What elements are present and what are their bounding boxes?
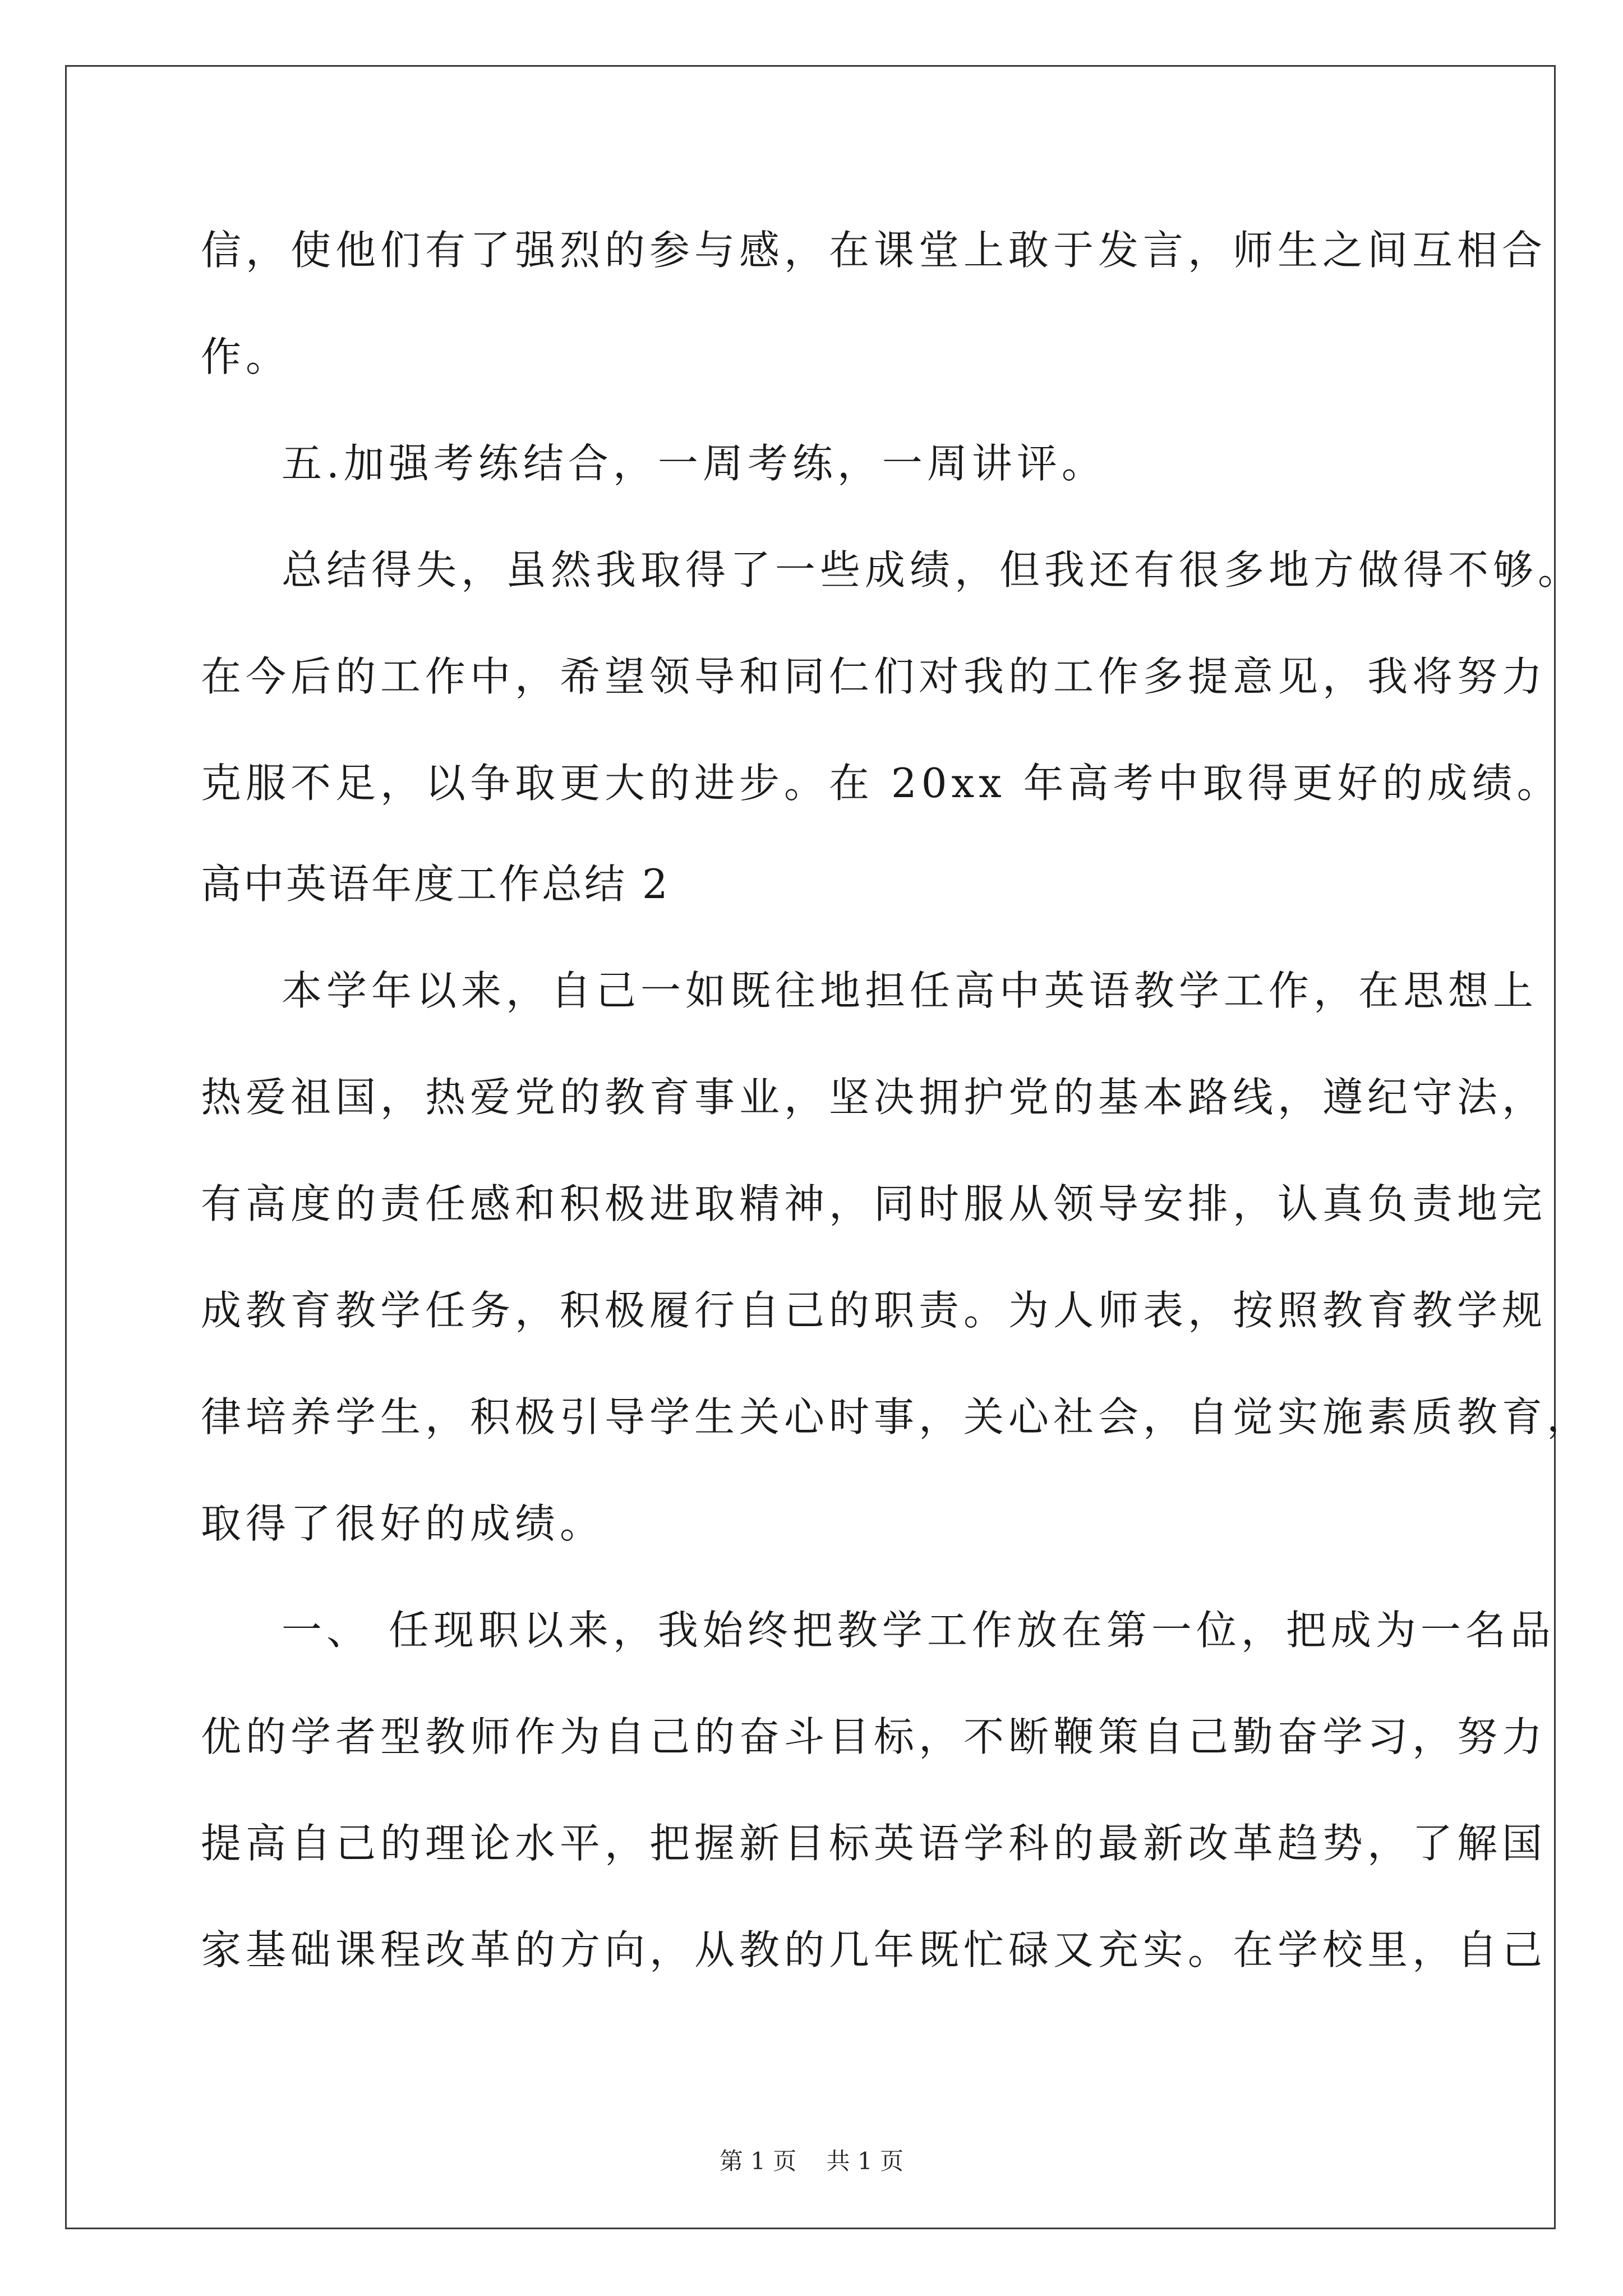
text-line: 五.加强考练结合，一周考练，一周讲评。 [282, 440, 1106, 487]
section-heading: 高中英语年度工作总结 2 [201, 861, 670, 908]
text-line: 本学年以来，自己一如既往地担任高中英语教学工作，在思想上 [282, 967, 1538, 1014]
text-line: 优的学者型教师作为自己的奋斗目标，不断鞭策自己勤奋学习，努力 [201, 1713, 1547, 1760]
text-line: 信，使他们有了强烈的参与感，在课堂上敢于发言，师生之间互相合 [201, 227, 1547, 274]
text-line: 在今后的工作中，希望领导和同仁们对我的工作多提意见，我将努力 [201, 653, 1547, 700]
text-line: 一、 任现职以来，我始终把教学工作放在第一位，把成为一名品 [282, 1607, 1555, 1654]
text-line: 提高自己的理论水平，把握新目标英语学科的最新改革趋势，了解国 [201, 1820, 1547, 1867]
text-line: 律培养学生，积极引导学生关心时事，关心社会，自觉实施素质教育， [201, 1393, 1592, 1441]
text-line: 取得了很好的成绩。 [201, 1500, 605, 1547]
text-line: 有高度的责任感和积极进取精神，同时服从领导安排，认真负责地完 [201, 1180, 1547, 1227]
page-footer [0, 2147, 1623, 2175]
page-border [65, 65, 1556, 2229]
page-number: 第 1 页 [719, 2147, 797, 2175]
page-total: 共 1 页 [826, 2147, 904, 2175]
text-line: 总结得失，虽然我取得了一些成绩，但我还有很多地方做得不够。 [282, 546, 1583, 593]
text-line: 作。 [201, 333, 291, 380]
text-line: 成教育教学任务，积极履行自己的职责。为人师表，按照教育教学规 [201, 1287, 1547, 1334]
text-line: 克服不足，以争取更大的进步。在 20xx 年高考中取得更好的成绩。 [201, 760, 1562, 807]
text-line: 热爱祖国，热爱党的教育事业，坚决拥护党的基本路线，遵纪守法， [201, 1074, 1547, 1121]
text-line: 家基础课程改革的方向，从教的几年既忙碌又充实。在学校里，自己 [201, 1926, 1547, 1973]
